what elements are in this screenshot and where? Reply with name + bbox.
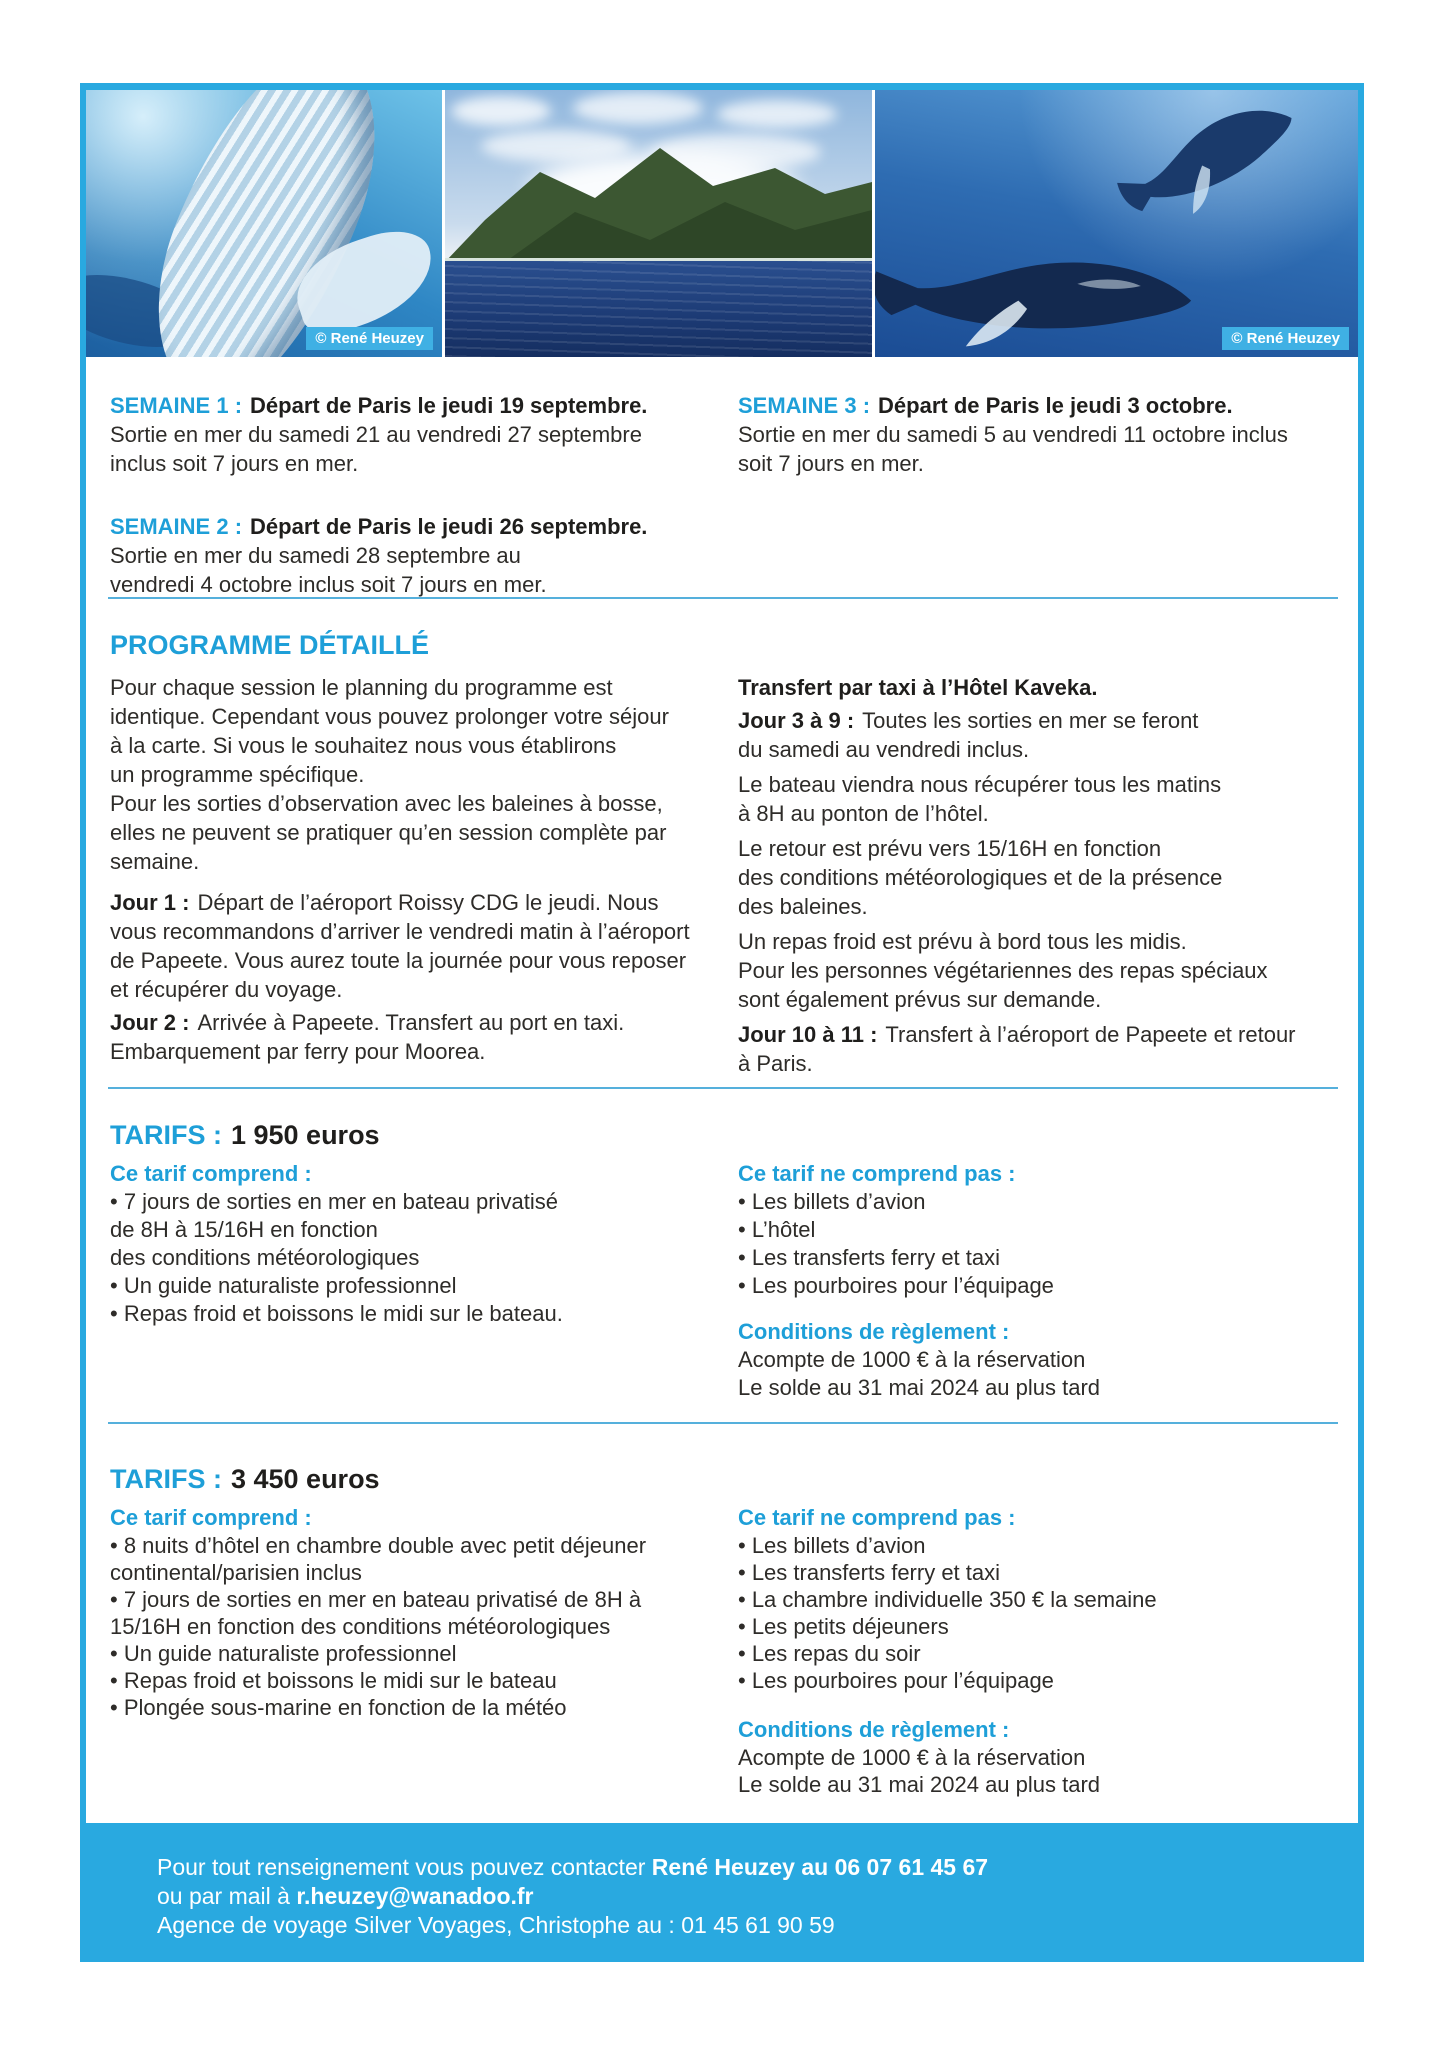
semaine-2-block: [110, 512, 738, 599]
semaine-2-line: vendredi 4 octobre inclus soit 7 jours en mer.: [110, 572, 547, 597]
tarifs2-ne-comprend-heading: Ce tarif ne comprend pas :: [738, 1505, 1016, 1530]
frame-left-border: [80, 83, 86, 1962]
separator-line: [108, 1422, 1338, 1424]
jour-10-11-block: [738, 1020, 1340, 1078]
programme-intro-line: Pour les sorties d’observation avec les baleines à bosse,: [110, 791, 663, 816]
photo-island-moorea: [445, 90, 872, 357]
retour-paragraph: [738, 834, 1340, 921]
photo-credit-badge: © René Heuzey: [1222, 327, 1349, 350]
tarifs2-comprend-block: [110, 1504, 738, 1798]
semaine-1-title: Départ de Paris le jeudi 19 septembre.: [250, 393, 648, 418]
jour-1-block: [110, 888, 738, 1004]
retour-line: Le retour est prévu vers 15/16H en fonction: [738, 836, 1162, 861]
jour-1-line: de Papeete. Vous aurez toute la journée pour vous reposer: [110, 948, 687, 973]
tarifs2-ne-comprend-line: • Les billets d’avion: [738, 1533, 926, 1558]
tarifs2-ne-comprend-block: [738, 1504, 1340, 1798]
tarifs1-ne-comprend-block: [738, 1160, 1340, 1402]
tarifs2-comprend-heading: Ce tarif comprend :: [110, 1505, 312, 1530]
footer-agency-line: Agence de voyage Silver Voyages, Christophe au : 01 45 61 90 59: [157, 1912, 835, 1938]
semaine-1-block: [110, 391, 738, 478]
repas-line: Pour les personnes végétariennes des repas spéciaux: [738, 958, 1268, 983]
programme-heading: PROGRAMME DÉTAILLÉ: [110, 630, 429, 660]
semaine-2-line: Sortie en mer du samedi 28 septembre au: [110, 543, 521, 568]
tarifs2-price: 3 450 euros: [230, 1464, 380, 1494]
jour-3-9-label: Jour 3 à 9 :: [738, 708, 855, 733]
tarifs1-comprend-line: des conditions météorologiques: [110, 1245, 420, 1270]
tarifs1-comprend-line: • Repas froid et boissons le midi sur le bateau.: [110, 1301, 563, 1326]
tarifs1-ne-comprend-line: • Les pourboires pour l’équipage: [738, 1273, 1054, 1298]
semaine-2-label: SEMAINE 2 :: [110, 514, 243, 539]
tarifs1-ne-comprend-line: • L’hôtel: [738, 1217, 816, 1242]
jour-2-text: Arrivée à Papeete. Transfert au port en taxi.: [197, 1010, 625, 1035]
programme-left-column: [110, 673, 738, 1078]
tarifs2-ne-comprend-line: • Les repas du soir: [738, 1641, 921, 1666]
semaine-3-block: [738, 391, 1340, 478]
tarifs1-price: 1 950 euros: [230, 1120, 380, 1150]
footer-email: r.heuzey@wanadoo.fr: [296, 1883, 534, 1909]
tarifs2-comprend-line: • Plongée sous-marine en fonction de la météo: [110, 1695, 567, 1720]
tarifs1-conditions-line: Acompte de 1000 € à la réservation: [738, 1347, 1086, 1372]
footer-mail-text: ou par mail à: [157, 1883, 297, 1909]
tarifs2-conditions-heading: Conditions de règlement :: [738, 1717, 1010, 1742]
whale-calf-graphic: [1096, 90, 1326, 253]
tarifs2-comprend-line: • Repas froid et boissons le midi sur le bateau: [110, 1668, 557, 1693]
tarifs2-comprend-line: • Un guide naturaliste professionnel: [110, 1641, 457, 1666]
programme-intro-line: Pour chaque session le planning du programme est: [110, 675, 613, 700]
repas-paragraph: [738, 927, 1340, 1014]
tarifs1-ne-comprend-heading: Ce tarif ne comprend pas :: [738, 1161, 1016, 1186]
tarifs2-comprend-line: 15/16H en fonction des conditions météorologiques: [110, 1614, 611, 1639]
jour-3-9-line: du samedi au vendredi inclus.: [738, 737, 1030, 762]
photo-whale-closeup: [86, 90, 442, 357]
tarifs1-label: TARIFS :: [110, 1120, 222, 1150]
semaine-3-line: Sortie en mer du samedi 5 au vendredi 11 octobre inclus: [738, 422, 1288, 447]
frame-top-border: [80, 83, 1364, 90]
programme-right-column: [738, 673, 1340, 1078]
whale-mother-graphic: [875, 236, 1213, 357]
separator-line: [108, 597, 1338, 599]
photo-strip: [86, 90, 1358, 357]
tarifs1-comprend-line: • Un guide naturaliste professionnel: [110, 1273, 457, 1298]
retour-line: des conditions météorologiques et de la présence: [738, 865, 1223, 890]
footer-contact-text: Pour tout renseignement vous pouvez contacter: [157, 1854, 652, 1880]
tarifs2-conditions-line: Le solde au 31 mai 2024 au plus tard: [738, 1772, 1101, 1797]
section-semaines: [110, 391, 1340, 599]
tarifs2-ne-comprend-line: • La chambre individuelle 350 € la semaine: [738, 1587, 1157, 1612]
jour-2-block: [110, 1008, 738, 1066]
repas-line: sont également prévus sur demande.: [738, 987, 1102, 1012]
tarifs1-ne-comprend-line: • Les transferts ferry et taxi: [738, 1245, 1001, 1270]
jour-1-label: Jour 1 :: [110, 890, 190, 915]
jour-3-9-text: Toutes les sorties en mer se feront: [862, 708, 1199, 733]
jour-10-11-text: Transfert à l’aéroport de Papeete et retour: [885, 1022, 1296, 1047]
jour-1-line: et récupérer du voyage.: [110, 977, 343, 1002]
bateau-paragraph: [738, 770, 1340, 828]
semaine-2-title: Départ de Paris le jeudi 26 septembre.: [250, 514, 648, 539]
bateau-line: à 8H au ponton de l’hôtel.: [738, 801, 989, 826]
photo-whales-pair: [875, 90, 1358, 357]
tarifs2-ne-comprend-line: • Les petits déjeuners: [738, 1614, 949, 1639]
jour-1-line: vous recommandons d’arriver le vendredi matin à l’aéroport: [110, 919, 690, 944]
jour-10-11-line: à Paris.: [738, 1051, 813, 1076]
tarifs1-conditions-line: Le solde au 31 mai 2024 au plus tard: [738, 1375, 1101, 1400]
tarifs1-comprend-line: • 7 jours de sorties en mer en bateau privatisé: [110, 1189, 558, 1214]
photo-credit-badge: © René Heuzey: [306, 327, 433, 350]
bateau-line: Le bateau viendra nous récupérer tous les matins: [738, 772, 1222, 797]
tarifs2-ne-comprend-line: • Les pourboires pour l’équipage: [738, 1668, 1054, 1693]
tarifs2-conditions-line: Acompte de 1000 € à la réservation: [738, 1745, 1086, 1770]
jour-10-11-label: Jour 10 à 11 :: [738, 1022, 878, 1047]
programme-intro-line: identique. Cependant vous pouvez prolonger votre séjour: [110, 704, 669, 729]
tarifs1-comprend-heading: Ce tarif comprend :: [110, 1161, 312, 1186]
jour-2-line: Embarquement par ferry pour Moorea.: [110, 1039, 486, 1064]
section-tarifs-3450: [110, 1462, 1340, 1798]
tarifs2-comprend-line: continental/parisien inclus: [110, 1560, 362, 1585]
separator-line: [108, 1087, 1338, 1089]
semaine-1-line: Sortie en mer du samedi 21 au vendredi 27 septembre: [110, 422, 642, 447]
programme-intro-line: elles ne peuvent se pratiquer qu’en session complète par: [110, 820, 667, 845]
semaine-3-line: soit 7 jours en mer.: [738, 451, 924, 476]
contact-footer: [80, 1823, 1364, 1962]
semaine-1-label: SEMAINE 1 :: [110, 393, 243, 418]
tarifs1-comprend-line: de 8H à 15/16H en fonction: [110, 1217, 378, 1242]
retour-line: des baleines.: [738, 894, 868, 919]
programme-intro-line: semaine.: [110, 849, 200, 874]
tarifs2-comprend-line: • 8 nuits d’hôtel en chambre double avec petit déjeuner: [110, 1533, 647, 1558]
repas-line: Un repas froid est prévu à bord tous les midis.: [738, 929, 1187, 954]
jour-2-label: Jour 2 :: [110, 1010, 190, 1035]
tarifs2-ne-comprend-line: • Les transferts ferry et taxi: [738, 1560, 1001, 1585]
semaine-1-line: inclus soit 7 jours en mer.: [110, 451, 359, 476]
tarifs2-comprend-line: • 7 jours de sorties en mer en bateau privatisé de 8H à: [110, 1587, 642, 1612]
transfert-kaveka-line: Transfert par taxi à l’Hôtel Kaveka.: [738, 675, 1098, 700]
jour-1-text: Départ de l’aéroport Roissy CDG le jeudi. Nous: [197, 890, 659, 915]
tarifs1-conditions-heading: Conditions de règlement :: [738, 1319, 1010, 1344]
tarifs1-comprend-block: [110, 1160, 738, 1402]
programme-intro-line: un programme spécifique.: [110, 762, 365, 787]
programme-intro-line: à la carte. Si vous le souhaitez nous vous établirons: [110, 733, 617, 758]
sea-graphic: [445, 261, 872, 357]
tarifs2-label: TARIFS :: [110, 1464, 222, 1494]
tarifs1-ne-comprend-line: • Les billets d’avion: [738, 1189, 926, 1214]
semaine-3-label: SEMAINE 3 :: [738, 393, 871, 418]
section-tarifs-1950: [110, 1118, 1340, 1402]
jour-3-9-block: [738, 706, 1340, 764]
footer-contact-phone: René Heuzey au 06 07 61 45 67: [651, 1854, 989, 1880]
section-programme: [110, 628, 1340, 1078]
semaine-3-title: Départ de Paris le jeudi 3 octobre.: [878, 393, 1233, 418]
frame-right-border: [1358, 83, 1364, 1962]
